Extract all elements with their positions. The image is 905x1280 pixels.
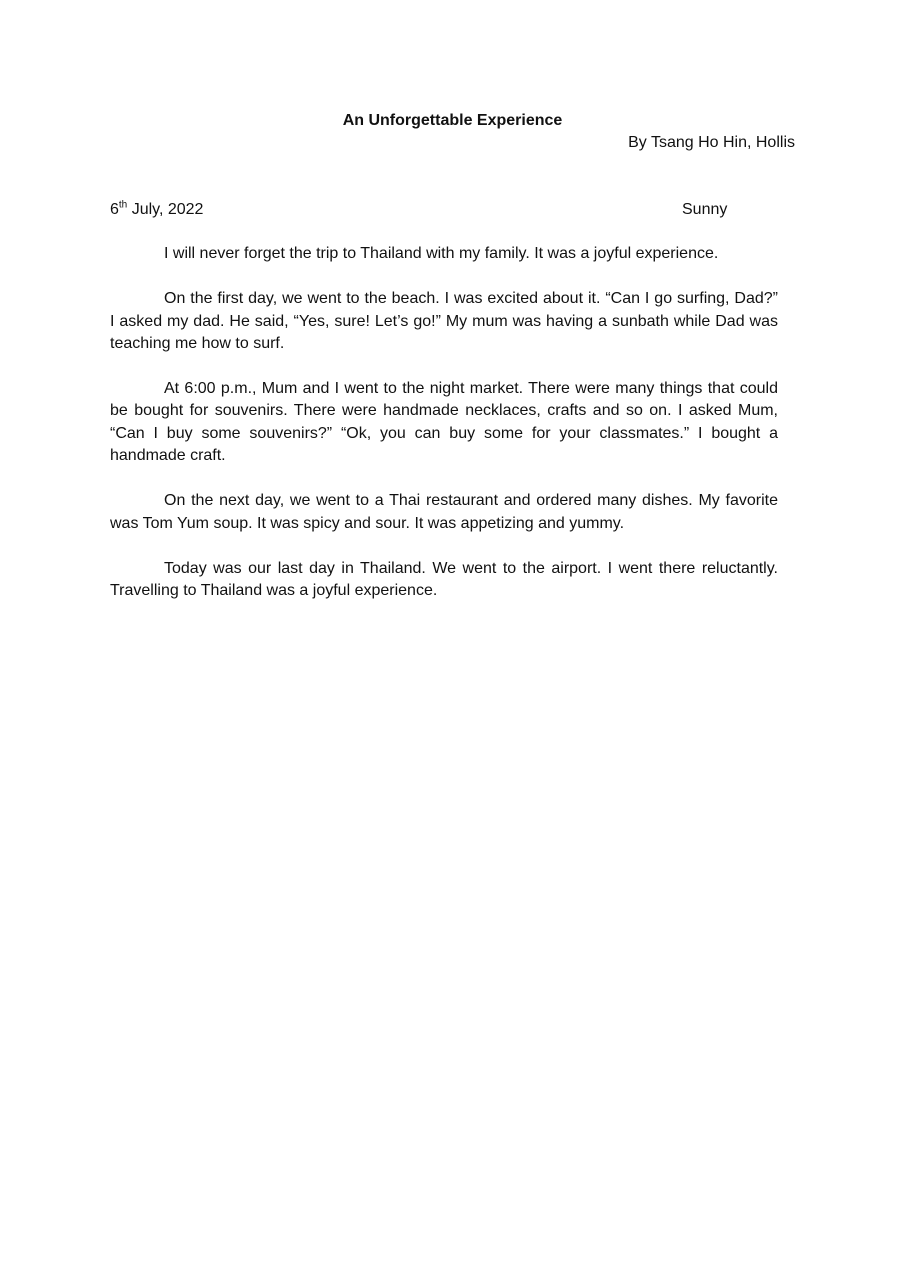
date-day: 6 — [110, 201, 119, 218]
paragraph-night-market: At 6:00 p.m., Mum and I went to the night market. There were many things that could be bought for souvenirs. There were handmade necklaces, crafts and so on. I asked Mum, “Can I buy some souvenirs?” “Ok, you can buy some for your classmates.” I bought a handmade craft. — [110, 380, 778, 465]
weather-label: Sunny — [682, 201, 728, 218]
date-suffix: th — [118, 199, 128, 211]
entry-date — [110, 200, 203, 220]
paragraph-intro: I will never forget the trip to Thailand with my family. It was a joyful experience. — [164, 245, 719, 262]
document-title: An Unforgettable Experience — [342, 112, 563, 129]
author-line: By Tsang Ho Hin, Hollis — [628, 134, 795, 151]
date-month-year: July, 2022 — [127, 201, 204, 218]
paragraph-beach: On the first day, we went to the beach. I was excited about it. “Can I go surfing, Dad?” I asked my dad. He said, “Yes, sure! Let’s go!” My mum was having a sunbath while Dad was teaching me how to surf. — [110, 290, 778, 352]
paragraph-restaurant: On the next day, we went to a Thai restaurant and ordered many dishes. My favorite was Tom Yum soup. It was spicy and sour. It was appetizing and yummy. — [110, 492, 778, 532]
paragraph-last-day: Today was our last day in Thailand. We went to the airport. I went there reluctantly. Travelling to Thailand was a joyful experience. — [110, 559, 778, 600]
journal-body — [110, 243, 778, 626]
